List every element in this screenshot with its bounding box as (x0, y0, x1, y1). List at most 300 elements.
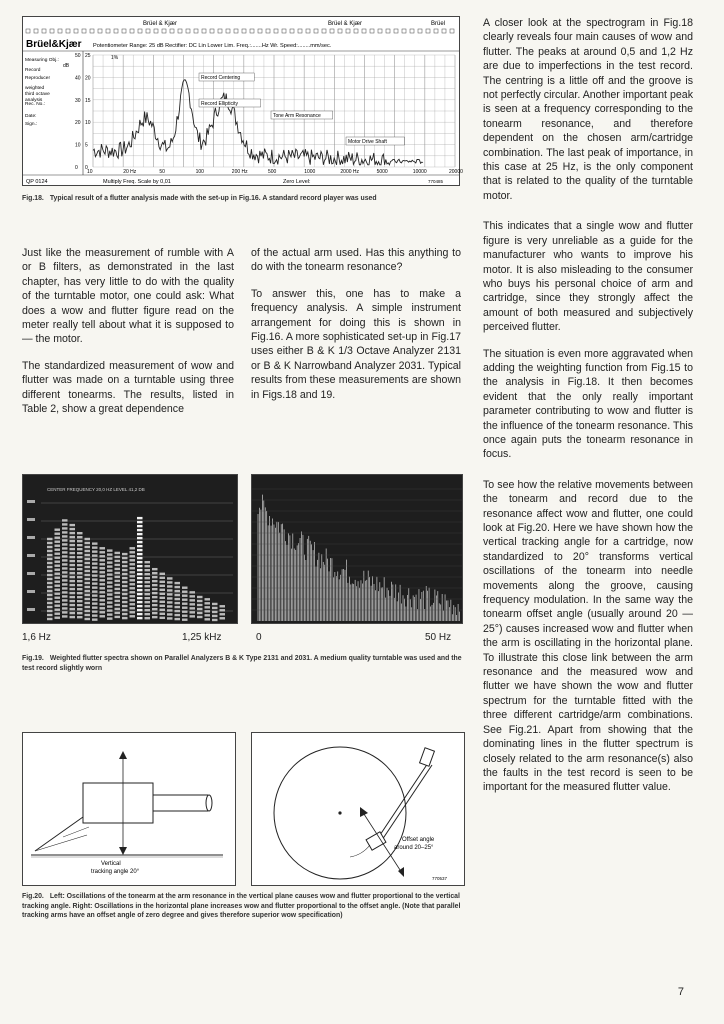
fig19-left-bar-segment (70, 532, 76, 534)
fig19-left-bar-segment (175, 610, 181, 612)
fig19-left-bar-segment (70, 524, 76, 526)
fig19-left-bar-segment (122, 573, 128, 575)
fig18-x-tick: 5000 (376, 169, 388, 175)
fig19-left-bar-segment (115, 596, 121, 598)
sprocket-hole (426, 29, 430, 33)
sprocket-hole (34, 29, 38, 33)
fig18-left-label: analysis (25, 98, 43, 103)
fig19-left-bar-segment (197, 600, 203, 602)
fig18-annotation: Tone Arm Resonance (273, 113, 321, 119)
fig19-left-bar-segment (47, 606, 53, 608)
fig19-left-bar-segment (77, 564, 83, 566)
fig19-left-bar-segment (85, 566, 91, 568)
fig19-left-bar-segment (62, 587, 68, 589)
fig19-left-bar-segment (100, 611, 106, 613)
fig19-left-bar-segment (77, 548, 83, 550)
sprocket-hole (130, 29, 134, 33)
fig19-left-start: 1,6 Hz (22, 632, 51, 643)
fig19-left-end: 1,25 kHz (182, 632, 222, 643)
fig19-left-bar-segment (85, 562, 91, 564)
fig19-left-bar-segment (47, 614, 53, 616)
fig19-left-bar-segment (137, 541, 143, 543)
tonearm-pivot (420, 748, 435, 766)
fig19-left-bar-segment (70, 596, 76, 598)
fig20-left-label-2: tracking angle 20° (91, 869, 140, 875)
fig19-left-bar-segment (55, 541, 61, 543)
fig19-left-bar-segment (160, 577, 166, 579)
fig19-left-bar-segment (137, 553, 143, 555)
fig18-left-label: Rec. No.: (25, 102, 45, 107)
fig19-left-bar-segment (92, 570, 98, 572)
fig19-left-bar-segment (175, 606, 181, 608)
fig18-footer-code: 770485 (428, 179, 444, 184)
fig19-left-bar-segment (100, 599, 106, 601)
fig19-left-bar-segment (55, 573, 61, 575)
fig19-left-bar-segment (197, 604, 203, 606)
fig19-left-bar-segment (77, 540, 83, 542)
fig19-left-bar-segment (107, 593, 113, 595)
fig19-left-bar-segment (175, 594, 181, 596)
fig19-left-bar-segment (160, 617, 166, 619)
fig19-left-bar-segment (145, 617, 151, 619)
fig19-left-bar-segment (182, 615, 188, 617)
fig19-left-bar-segment (160, 609, 166, 611)
fig19-left-bar-segment (85, 582, 91, 584)
fig19-left-bar-segment (70, 584, 76, 586)
fig19-left-bar-segment (62, 559, 68, 561)
fig18-caption (22, 194, 462, 204)
fig19-left-bar-segment (167, 605, 173, 607)
fig19-left-bar-segment (47, 550, 53, 552)
fig19-left-bar-segment (85, 538, 91, 540)
fig19-left-bar-segment (100, 615, 106, 617)
fig18-footer-left: QP 0124 (26, 179, 48, 185)
fig19-left-bar-segment (145, 565, 151, 567)
fig19-left-bar-segment (130, 607, 136, 609)
fig19-left-bar-segment (62, 579, 68, 581)
record-spindle (338, 811, 341, 814)
fig19-left-bar-segment (107, 549, 113, 551)
fig19-left-bar-segment (77, 580, 83, 582)
sprocket-hole (338, 29, 342, 33)
fig19-left-bar-segment (137, 597, 143, 599)
fig19-left-bar-segment (70, 552, 76, 554)
fig19-left-bar-segment (160, 601, 166, 603)
fig19-left-bar-segment (77, 556, 83, 558)
fig19-left-bar-segment (122, 613, 128, 615)
fig19-left-bar-segment (85, 554, 91, 556)
fig19-left-bar-segment (107, 565, 113, 567)
fig19-left-bar-segment (122, 553, 128, 555)
fig19-left-bar-segment (47, 570, 53, 572)
fig19-left-bar-segment (130, 599, 136, 601)
fig19-left-bar-segment (55, 557, 61, 559)
fig19-left-bar-segment (182, 619, 188, 621)
fig19-left-bar-segment (55, 609, 61, 611)
fig19-left-screen-text: CENTER FREQUENCY 20,0 HZ LEVEL 41,2 DB (47, 487, 145, 492)
fig19-left-bar-segment (47, 578, 53, 580)
fig19-left-bar-segment (152, 568, 158, 570)
fig19-left-bar-segment (130, 591, 136, 593)
fig18-x-tick: 50 (159, 169, 165, 175)
fig19-left-bar-segment (77, 616, 83, 618)
fig19-left-bar-segment (92, 558, 98, 560)
fig19-left-bar-segment (70, 556, 76, 558)
fig19-left-bar-segment (47, 538, 53, 540)
fig19-left-bar-segment (85, 586, 91, 588)
fig19-left-bar-segment (55, 585, 61, 587)
fig18-y-tick: 50 (75, 53, 81, 59)
fig19-left-bar-segment (182, 591, 188, 593)
fig19-left-bar-segment (115, 556, 121, 558)
fig19-left-bar-segment (130, 575, 136, 577)
fig19-left-bar-segment (137, 565, 143, 567)
fig19-left-bar-segment (160, 585, 166, 587)
fig19-left-bar-segment (122, 569, 128, 571)
fig20-right-label-1: Offset angle (402, 837, 435, 843)
fig19-left-bar-segment (70, 608, 76, 610)
fig19-left-bar-segment (130, 583, 136, 585)
fig19-left-bar-segment (182, 587, 188, 589)
fig19-left-axis-mark (27, 500, 35, 503)
sprocket-hole (314, 29, 318, 33)
fig19-left-bar-segment (107, 573, 113, 575)
fig18-left-label: Measuring Obj.: (25, 58, 59, 63)
fig19-left-bar-segment (220, 613, 226, 615)
fig19-left-bar-segment (77, 576, 83, 578)
fig19-left-bar-segment (55, 537, 61, 539)
fig19-left-bar-segment (175, 586, 181, 588)
fig19-left-bar-segment (152, 572, 158, 574)
fig18-left-label: Record (25, 68, 41, 73)
fig19-left-bar-segment (62, 611, 68, 613)
fig19-left-bar-segment (115, 600, 121, 602)
fig18-chart (22, 16, 463, 186)
fig19-left-bar-segment (175, 582, 181, 584)
fig19-left-bar-segment (152, 592, 158, 594)
fig18-brand-top: Brüel & Kjær (143, 21, 178, 27)
fig19-left-bar-segment (47, 598, 53, 600)
fig19-left-bar-segment (55, 593, 61, 595)
sprocket-hole (178, 29, 182, 33)
fig20-right-code: 770537 (432, 876, 448, 881)
fig19-left-bar-segment (115, 572, 121, 574)
fig19-left-bar-segment (175, 618, 181, 620)
fig19-left-bar-segment (115, 580, 121, 582)
fig19-left-bar-segment (62, 563, 68, 565)
fig18-left-label: Date: (25, 114, 37, 119)
fig18-header-fields: Potentiometer Range: 25 dB Rectifier: DC Lin Lower Lim. Freq.:.......Hz Wr. Speed:........mm/sec. (93, 43, 332, 49)
fig19-left-bar-segment (130, 595, 136, 597)
fig19-left-bar-segment (77, 568, 83, 570)
fig20-caption-text: Left: Oscillations of the tonearm at the arm resonance in the vertical plane causes wow and flutter proportional to the vertical tracking angle. Right: Oscillations in the horizontal plane increases wow and flutter proportional to the offset angle. (Note that parallel tracking arms have an offset angle of zero degree and gives therefore superior wow specification) (22, 893, 461, 919)
sprocket-hole (26, 29, 30, 33)
fig19-left-bar-segment (77, 532, 83, 534)
fig19-left-bar-segment (70, 576, 76, 578)
fig19-left-bar-segment (137, 561, 143, 563)
fig19-left-bar-segment (77, 560, 83, 562)
fig19-left-bar-segment (197, 608, 203, 610)
fig18-y-unit: dB (63, 63, 70, 69)
fig19-left-bar-segment (85, 598, 91, 600)
fig19-left-bar-segment (137, 581, 143, 583)
sprocket-hole (226, 29, 230, 33)
fig19-left-bar-segment (100, 567, 106, 569)
fig18-footer-zero: Zero Level: (283, 179, 311, 185)
sprocket-hole (402, 29, 406, 33)
fig19-left-bar-segment (70, 612, 76, 614)
fig19-left-bar-segment (107, 601, 113, 603)
col3-paragraph-3: The situation is even more aggravated when adding the weighting function from Fig.15 to the analysis in Fig.18. It then becomes evident that the only really important parameter contributing to wow and flutter is the influence of the tonearm resonance. This once again puts the tonearm resonance in focus. (483, 347, 693, 461)
fig19-left-bar-segment (130, 571, 136, 573)
fig19-left-bar-segment (85, 618, 91, 620)
fig19-left-bar-segment (47, 574, 53, 576)
stylus-line (35, 817, 83, 851)
fig19-left-bar-segment (55, 605, 61, 607)
fig19-left-bar-segment (62, 595, 68, 597)
fig19-left-bar-segment (137, 549, 143, 551)
fig19-left-bar-segment (130, 615, 136, 617)
fig19-left-bar-segment (137, 537, 143, 539)
fig18-y-tick-inner: 0 (85, 165, 88, 171)
fig19-left-bar-segment (107, 613, 113, 615)
fig19-left-axis-mark (27, 536, 35, 539)
sprocket-hole (194, 29, 198, 33)
fig19-left-bar-segment (92, 550, 98, 552)
fig19-left-bar-segment (115, 604, 121, 606)
fig19-left-bar-segment (70, 560, 76, 562)
fig19-left-bar-segment (70, 544, 76, 546)
fig19-left-bar-segment (190, 599, 196, 601)
fig19-right-end: 50 Hz (425, 632, 452, 643)
fig20-caption-num: Fig.20. (22, 893, 44, 900)
fig19-left-bar-segment (130, 555, 136, 557)
fig19-left-bar-segment (62, 603, 68, 605)
fig19-left-bar-segment (115, 612, 121, 614)
fig19-left-bar-segment (175, 598, 181, 600)
fig19-left-bar-segment (92, 578, 98, 580)
col1-paragraph-2: The standardized measurement of wow and flutter was made on a turntable using three different tonearms. The results, listed in Table 2, show a great dependence (22, 359, 234, 416)
sprocket-hole (90, 29, 94, 33)
sprocket-hole (58, 29, 62, 33)
fig19-left-bar-segment (77, 604, 83, 606)
sprocket-hole (386, 29, 390, 33)
fig19-left-bar-segment (47, 586, 53, 588)
fig19-left-bar-segment (70, 540, 76, 542)
fig19-left-bar-segment (145, 593, 151, 595)
fig19-left-bar-segment (122, 597, 128, 599)
fig19-left-bar-segment (122, 585, 128, 587)
fig19-right-screen (251, 474, 463, 624)
fig19-left-bar-segment (62, 599, 68, 601)
fig19-left-bar-segment (100, 607, 106, 609)
fig19-left-bar-segment (130, 603, 136, 605)
fig19-left-bar-segment (190, 607, 196, 609)
sprocket-hole (362, 29, 366, 33)
fig19-left-bar-segment (70, 600, 76, 602)
fig19-left-bar-segment (175, 614, 181, 616)
sprocket-hole (434, 29, 438, 33)
fig19-left-bar-segment (100, 575, 106, 577)
fig19-left-bar-segment (55, 601, 61, 603)
fig19-left-bar-segment (167, 585, 173, 587)
sprocket-hole (378, 29, 382, 33)
fig19-left-bar-segment (115, 576, 121, 578)
fig19-left-bar-segment (160, 589, 166, 591)
fig19-left-bar-segment (137, 569, 143, 571)
fig19-left-bar-segment (85, 574, 91, 576)
fig19-left-bar-segment (77, 600, 83, 602)
text-column-2 (251, 246, 461, 414)
fig19-left-bar-segment (70, 588, 76, 590)
fig19-left-bar-segment (145, 585, 151, 587)
fig19-left-bar-segment (62, 555, 68, 557)
fig19-left-bar-segment (85, 546, 91, 548)
fig19-left-bar-segment (160, 593, 166, 595)
fig19-left-bar-segment (55, 613, 61, 615)
fig19-left-bar-segment (92, 610, 98, 612)
fig19-left-bar-segment (122, 565, 128, 567)
fig19-left-bar-segment (107, 617, 113, 619)
fig19-left-bar-segment (152, 576, 158, 578)
fig19-left-bar-segment (62, 583, 68, 585)
sprocket-hole (146, 29, 150, 33)
fig19-left-bar-segment (70, 572, 76, 574)
fig19-left-bar-segment (62, 535, 68, 537)
sprocket-hole (74, 29, 78, 33)
sprocket-hole (138, 29, 142, 33)
fig19-left-axis-mark (27, 572, 35, 575)
sprocket-hole (170, 29, 174, 33)
fig19-left-bar-segment (167, 609, 173, 611)
fig19-left-bar-segment (122, 561, 128, 563)
fig19-left-bar-segment (220, 617, 226, 619)
fig19-caption (22, 654, 462, 673)
fig19-left-bar-segment (205, 598, 211, 600)
fig19-left-bar-segment (122, 577, 128, 579)
fig19-left-bar-segment (130, 587, 136, 589)
fig19-left-bar-segment (85, 578, 91, 580)
fig19-left-bar-segment (85, 602, 91, 604)
fig18-caption-num: Fig.18. (22, 195, 44, 202)
fig19-left-bar-segment (197, 596, 203, 598)
fig19-left-bar-segment (145, 613, 151, 615)
fig19-left-bar-segment (107, 589, 113, 591)
fig19-left-bar-segment (85, 558, 91, 560)
fig19-left-bar-segment (137, 577, 143, 579)
fig19-left-bar-segment (182, 603, 188, 605)
fig19-left-bar-segment (115, 592, 121, 594)
fig19-left-bar-segment (130, 611, 136, 613)
sprocket-hole (322, 29, 326, 33)
fig19-left-bar-segment (47, 558, 53, 560)
fig19-left-bar-segment (70, 580, 76, 582)
fig19-left-bar-segment (107, 585, 113, 587)
fig19-left-bar-segment (115, 560, 121, 562)
fig19-left-bar-segment (137, 613, 143, 615)
fig19-left-bar-segment (152, 612, 158, 614)
col2-paragraph-2: To answer this, one has to make a frequency analysis. A simple instrument arrangement for doing this is shown in Fig.16. A more sophisticated set-up in Fig.17 uses either B & K 1/3 Octave Analyzer 2131 or B & K Narrowband Analyzer 2031. Typical results from these measurements are shown in Figs.18 and 19. (251, 287, 461, 401)
fig19-left-bar-segment (212, 607, 218, 609)
fig19-left-bar-segment (137, 585, 143, 587)
sprocket-hole (242, 29, 246, 33)
fig19-left-bar-segment (55, 529, 61, 531)
fig19-left-bar-segment (92, 614, 98, 616)
sprocket-hole (210, 29, 214, 33)
fig19-left-bar-segment (160, 597, 166, 599)
fig19-left-bar-segment (77, 612, 83, 614)
fig20-caption (22, 892, 462, 921)
fig19-left-bar-segment (92, 590, 98, 592)
fig18-y-tick: 40 (75, 75, 81, 82)
fig19-left-bar-segment (70, 592, 76, 594)
fig19-left-bar-segment (85, 610, 91, 612)
fig19-left-bar-segment (137, 521, 143, 523)
fig19-left-bar-segment (77, 584, 83, 586)
fig18-y-tick: 10 (75, 142, 81, 149)
sprocket-hole (258, 29, 262, 33)
fig19-left-bar-segment (62, 607, 68, 609)
fig19-left-bar-segment (55, 565, 61, 567)
sprocket-hole (298, 29, 302, 33)
fig19-left-bar-segment (190, 603, 196, 605)
fig19-left-bar-segment (137, 545, 143, 547)
fig19-left-bar-segment (77, 572, 83, 574)
fig18-x-tick: 10 (87, 169, 93, 175)
fig19-left-bar-segment (122, 601, 128, 603)
fig19-left-bar-segment (190, 615, 196, 617)
sprocket-hole (290, 29, 294, 33)
fig18-svg (23, 17, 463, 185)
fig19-left-bar-segment (55, 617, 61, 619)
fig18-x-tick: 20 Hz (123, 169, 137, 175)
fig19-left-bar-segment (92, 602, 98, 604)
fig19-left-bar-segment (77, 552, 83, 554)
fig19-left-bar-segment (55, 569, 61, 571)
fig19-left-bar-segment (70, 568, 76, 570)
sprocket-hole (306, 29, 310, 33)
fig20-left-diagram (22, 732, 236, 886)
fig19-left-bar-segment (167, 581, 173, 583)
fig19-left-bar-segment (160, 573, 166, 575)
fig19-left-bar-segment (167, 593, 173, 595)
fig19-left-bar-segment (62, 547, 68, 549)
fig18-brand-top-right: Brüel & Kjær (328, 21, 363, 27)
fig18-y-tick-inner: 15 (85, 97, 91, 104)
fig19-left-bar-segment (115, 588, 121, 590)
fig19-left-bar-segment (152, 604, 158, 606)
fig19-left-bar-segment (152, 596, 158, 598)
fig19-left-bar-segment (85, 542, 91, 544)
fig19-left-bar-segment (152, 588, 158, 590)
fig19-left-bar-segment (145, 601, 151, 603)
fig19-left-bar-segment (152, 584, 158, 586)
fig19-left-bar-segment (62, 591, 68, 593)
col3-paragraph-4: To see how the relative movements between the tonearm and record due to the resonance affect wow and flutter, one could look at Fig.20. Here we have shown how the vertical tracking angle for a cartridge, now standardized to 20° transforms vertical oscillations of the tonearm into needle movements along the groove, causing frequency modulation. In the same way the tonearm offset angle (usually around 20 — 25°) causes increased wow and flutter when the arm is oscillating in the horizontal plane. To illustrate this close link between the arm resonance and the measured wow and flutter we have shown the wow and flutter spectrum for the turntable fitted with the three different cartridge/arm combinations. See Fig.21. Apart from showing that the dominating lines in the flutter spectrum is closely related to the arm resonance(s) also the faults in the test record is seen to be important for the measured flutter value. (483, 478, 693, 794)
fig19-left-bar-segment (47, 594, 53, 596)
fig20-right-diagram (251, 732, 465, 886)
fig19-left-bar-segment (77, 536, 83, 538)
fig19-left-bar-segment (115, 608, 121, 610)
tonearm (378, 763, 428, 838)
fig19-left-bar-segment (137, 529, 143, 531)
fig19-left-bar-segment (70, 528, 76, 530)
fig19-left-bar-segment (205, 602, 211, 604)
fig19-left-bar-segment (47, 610, 53, 612)
fig19-left-bar-segment (115, 584, 121, 586)
headshell (366, 832, 386, 850)
sprocket-hole (330, 29, 334, 33)
